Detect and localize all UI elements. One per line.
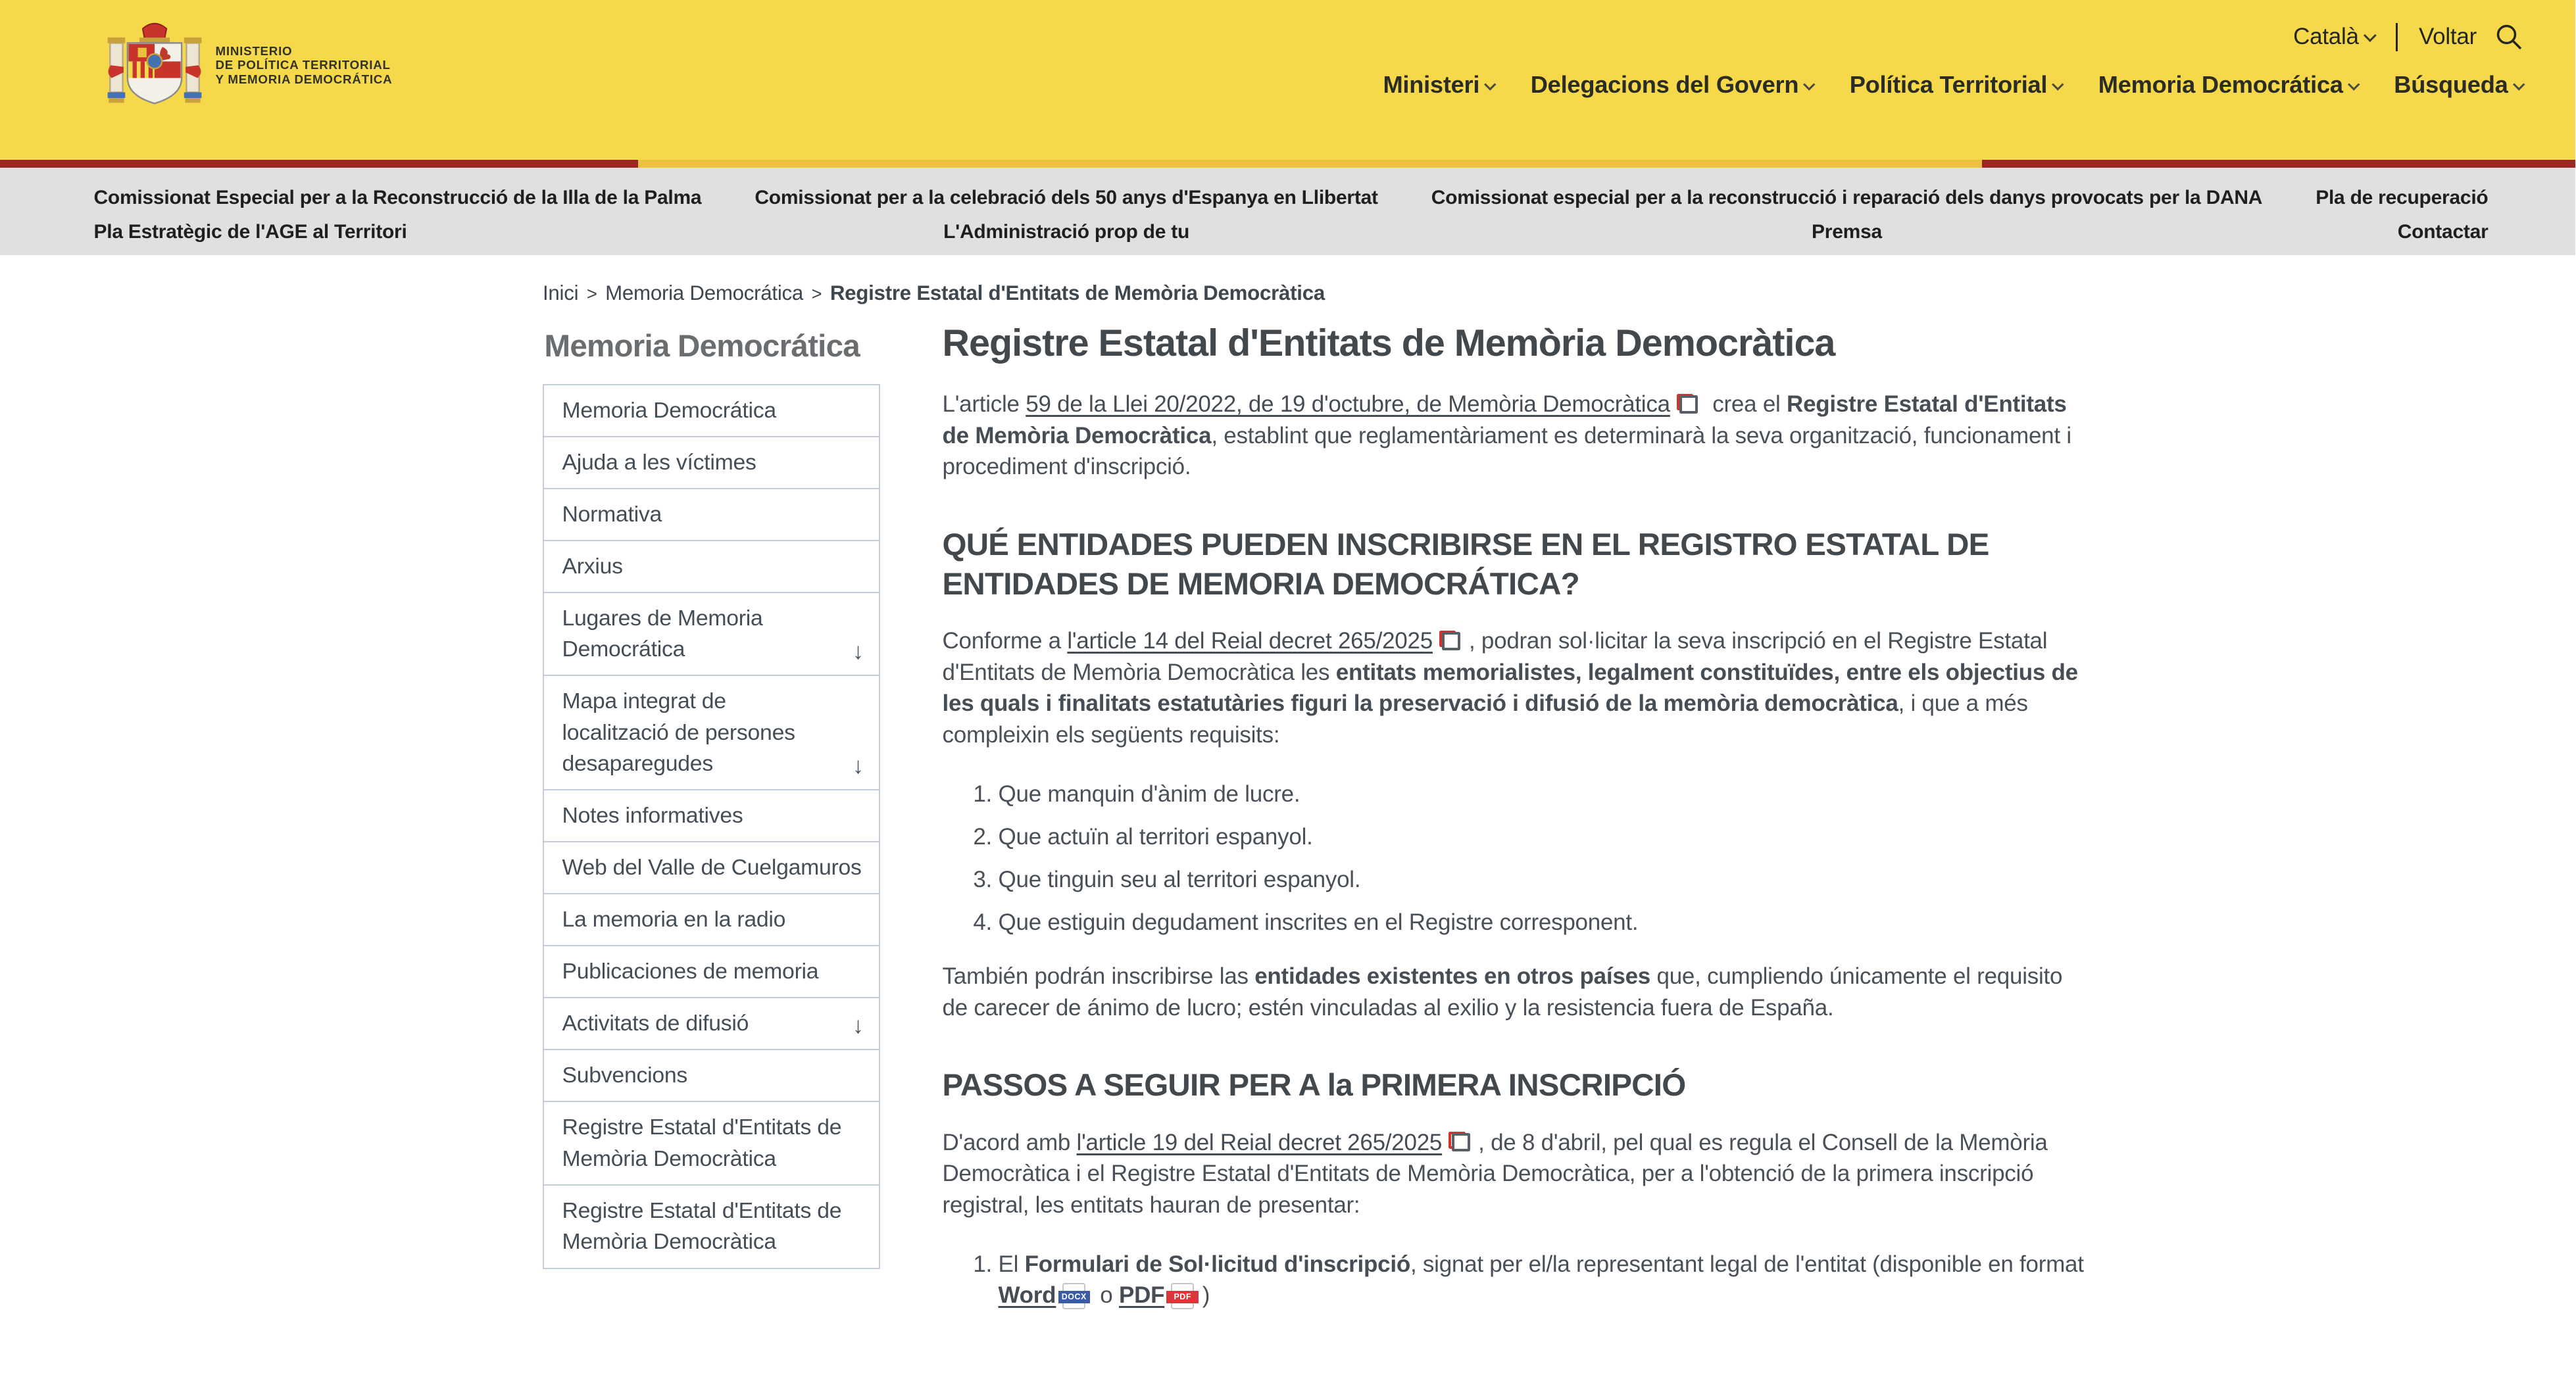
sidebar — [543, 318, 880, 1269]
language-label: Català — [2293, 24, 2359, 50]
chevron-down-icon — [2513, 78, 2525, 90]
sidebar-item-label: Activitats de difusió — [562, 1011, 749, 1036]
nav-item-memoria-democratica[interactable] — [2098, 71, 2358, 99]
docx-icon-label: DOCX — [1058, 1291, 1091, 1303]
quicklink-premsa[interactable]: Premsa — [1812, 221, 1882, 243]
chevron-down-icon — [2364, 29, 2376, 41]
ministry-logo[interactable] — [105, 18, 392, 112]
chevron-down-icon — [1804, 78, 1816, 90]
nav-item-label: Delegacions del Govern — [1530, 70, 1799, 98]
arrow-down-icon: ↓ — [852, 752, 864, 779]
steps-list — [943, 1249, 2089, 1311]
bold-text: entitats memorialistes, legalment constituïdes, entre els objectius de les quals i finalitats estatutàries figuri la preservació i difusió de la memòria democràtica — [942, 659, 2078, 716]
text-run: que, cumpliendo únicamente el requisito de carecer de ánimo de lucro; estén vinculadas al exilio y la resistencia fuera de España. — [942, 963, 2063, 1021]
sidebar-item-normativa[interactable] — [543, 488, 880, 542]
nav-item-ministeri[interactable] — [1383, 71, 1494, 99]
text-run: , i que a més compleixin els següents requisits: — [942, 690, 2028, 748]
nav-item-delegacions[interactable] — [1531, 71, 1814, 99]
quicklinks-column — [755, 183, 1377, 255]
external-link-icon[interactable] — [1439, 631, 1461, 650]
step-item — [999, 1249, 2089, 1311]
external-link-icon[interactable] — [1677, 394, 1698, 414]
nav-item-busqueda[interactable] — [2394, 71, 2523, 99]
text-run: También podrán inscribirse las — [942, 963, 1255, 989]
breadcrumb-memoria[interactable]: Memoria Democrática — [605, 281, 804, 304]
tricolor-strip — [0, 160, 2575, 168]
sidebar-item-ajuda-victimes[interactable] — [543, 436, 880, 490]
sidebar-item-label: Registre Estatal d'Entitats de Memòria Democràtica — [562, 1197, 842, 1254]
breadcrumb-separator: > — [586, 283, 597, 304]
nav-item-politica-territorial[interactable] — [1850, 71, 2062, 99]
search-icon[interactable] — [2495, 23, 2523, 51]
chevron-down-icon — [1485, 78, 1497, 90]
quicklink-pla-recuperacio[interactable]: Pla de recuperació — [2316, 186, 2489, 208]
section-heading-passos: PASSOS A SEGUIR PER A la PRIMERA INSCRIPCIÓ — [942, 1068, 1686, 1103]
section1-lead-paragraph — [943, 625, 2089, 750]
sidebar-item-registre-entitats-1[interactable] — [543, 1101, 880, 1186]
vertical-divider — [2396, 23, 2398, 51]
back-link[interactable]: Voltar — [2419, 24, 2477, 50]
quicklink-dana[interactable]: Comissionat especial per a la reconstrucció i reparació dels danys provocats per la DANA — [1431, 186, 2263, 208]
sidebar-item-notes-informatives[interactable] — [543, 789, 880, 843]
text-run: L'article — [942, 391, 1026, 417]
inline-link[interactable]: l'article 19 del Reial decret 265/2025 — [1076, 1129, 1443, 1155]
sidebar-item-label: Arxius — [562, 553, 623, 579]
requirements-list — [943, 779, 2089, 938]
text-run: crea el — [1706, 391, 1787, 417]
quicklinks-bar — [0, 168, 2575, 255]
sidebar-item-activitats-difusio[interactable] — [543, 997, 880, 1051]
quicklink-la-palma[interactable]: Comissionat Especial per a la Reconstrucció de la Illa de la Palma — [93, 186, 702, 208]
sidebar-item-label: Mapa integrat de localització de persones desaparegudes — [562, 688, 795, 776]
text-run: , establint que reglamentàriament es determinarà la seva organització, funcionament i procediment d'inscripció. — [942, 422, 2071, 479]
inline-link[interactable]: PDF — [1118, 1282, 1165, 1308]
nav-item-label: Ministeri — [1383, 70, 1480, 98]
sidebar-item-memoria-democratica[interactable] — [543, 384, 880, 438]
main-nav — [1383, 71, 2523, 99]
breadcrumb-inici[interactable]: Inici — [543, 281, 579, 304]
sidebar-item-registre-entitats-2[interactable] — [543, 1184, 880, 1269]
section2-lead-paragraph — [943, 1127, 2089, 1221]
bold-text: Registre Estatal d'Entitats de Memòria Democràtica — [942, 391, 2067, 448]
page-title: Registre Estatal d'Entitats de Memòria Democràtica — [942, 322, 1835, 364]
quicklink-administracio[interactable]: L'Administració prop de tu — [943, 221, 1190, 243]
inline-link[interactable]: Word — [998, 1282, 1056, 1308]
text-run: El — [998, 1251, 1025, 1277]
breadcrumb-current: Registre Estatal d'Entitats de Memòria Democràtica — [830, 281, 1325, 304]
content — [543, 318, 2089, 1400]
arrow-down-icon: ↓ — [852, 1012, 864, 1038]
sidebar-item-label: Notes informatives — [562, 803, 743, 828]
strip-red-segment — [0, 160, 638, 168]
utility-bar — [1383, 23, 2523, 51]
masthead — [0, 0, 2575, 160]
sidebar-item-memoria-radio[interactable] — [543, 893, 880, 947]
sidebar-menu — [543, 384, 880, 1269]
pdf-icon-label: PDF — [1166, 1291, 1199, 1303]
sidebar-item-label: Memoria Democrática — [562, 397, 776, 423]
sidebar-item-label: Lugares de Memoria Democrática — [562, 605, 763, 662]
ministry-name-line: Y MEMORIA DEMOCRÁTICA — [215, 72, 393, 86]
text-run: , de 8 d'abril, pel qual es regula el Consell de la Memòria Democràtica i el Registre Estatal d'Entitats de Memòria Democràtica, per a l'obtenció de la primera inscripció registral, les entitats hauran de presentar: — [942, 1129, 2048, 1218]
sidebar-item-valle-cuelgamuros[interactable] — [543, 841, 880, 895]
bold-text: entidades existentes en otros países — [1254, 963, 1650, 989]
requirement-item: 3. Que tinguin seu al territori espanyol. — [999, 864, 2089, 896]
ministry-name — [216, 44, 393, 87]
nav-item-label: Memoria Democrática — [2098, 70, 2343, 98]
inline-link[interactable]: l'article 14 del Reial decret 265/2025 — [1067, 628, 1433, 654]
sidebar-item-lugares[interactable] — [543, 592, 880, 677]
text-run: Conforme a — [942, 628, 1068, 654]
sidebar-item-mapa-integrat[interactable] — [543, 675, 880, 791]
sidebar-item-publicaciones[interactable] — [543, 945, 880, 999]
sidebar-item-label: Web del Valle de Cuelgamuros — [562, 855, 862, 880]
quicklink-pla-estrategic[interactable]: Pla Estratègic de l'AGE al Territori — [93, 221, 407, 243]
breadcrumb-separator: > — [811, 283, 822, 304]
requirement-item: 4. Que estiguin degudament inscrites en el Registre corresponent. — [999, 907, 2089, 938]
quicklinks-column — [1431, 183, 2262, 255]
sidebar-item-label: Normativa — [562, 501, 662, 527]
chevron-down-icon — [2348, 78, 2360, 90]
chevron-down-icon — [2052, 78, 2064, 90]
sidebar-item-label: Subvencions — [562, 1063, 688, 1088]
arrow-down-icon: ↓ — [852, 638, 864, 664]
text-run: D'acord amb — [942, 1129, 1077, 1155]
ministry-name-line: DE POLÍTICA TERRITORIAL — [215, 58, 391, 72]
text-run: , podran sol·licitar la seva inscripció en el Registre Estatal d'Entitats de Memòria Democràtica les — [942, 628, 2048, 685]
quicklinks-column — [2316, 183, 2488, 255]
ministry-name-line: MINISTERIO — [215, 43, 293, 58]
external-link-icon[interactable] — [1449, 1132, 1470, 1151]
strip-red-segment — [1982, 160, 2576, 168]
nav-item-label: Política Territorial — [1849, 70, 2048, 98]
sidebar-item-label: La memoria en la radio — [562, 907, 786, 932]
article — [943, 318, 2089, 1400]
sidebar-item-label: Registre Estatal d'Entitats de Memòria Democràtica — [562, 1115, 842, 1171]
quicklink-contactar[interactable]: Contactar — [2397, 221, 2489, 243]
bold-text: Formulari de Sol·licitud d'inscripció — [1024, 1251, 1410, 1277]
header-right — [1383, 23, 2523, 99]
sidebar-item-label: Ajuda a les víctimes — [562, 449, 756, 475]
quicklink-50-anys[interactable]: Comissionat per a la celebració dels 50 anys d'Espanya en Llibertat — [755, 186, 1378, 208]
sidebar-item-arxius[interactable] — [543, 540, 880, 594]
docx-icon[interactable] — [1062, 1283, 1085, 1309]
inline-link[interactable]: 59 de la Llei 20/2022, de 19 d'octubre, de Memòria Democràtica — [1026, 391, 1670, 417]
sidebar-item-label: Publicaciones de memoria — [562, 959, 819, 984]
strip-gold-segment — [638, 160, 1982, 168]
nav-item-label: Búsqueda — [2394, 70, 2508, 98]
intro-paragraph — [943, 389, 2089, 483]
spain-coat-of-arms-icon — [105, 18, 204, 112]
sidebar-item-subvencions[interactable] — [543, 1049, 880, 1103]
section-heading-entidades: QUÉ ENTIDADES PUEDEN INSCRIBIRSE EN EL REGISTRO ESTATAL DE ENTIDADES DE MEMORIA DEMOCRÁTICA? — [942, 527, 1989, 602]
pdf-icon[interactable] — [1171, 1283, 1194, 1309]
quicklinks-column — [94, 183, 702, 255]
text-run: o — [1093, 1282, 1119, 1308]
text-run: ) — [1202, 1282, 1210, 1308]
section1-note-paragraph — [943, 961, 2089, 1023]
text-run: , signat per el/la representant legal de l'entitat (disponible en format — [1410, 1251, 2084, 1277]
breadcrumb — [543, 281, 2089, 305]
requirement-item: 1. Que manquin d'ànim de lucre. — [999, 779, 2089, 810]
requirement-item: 2. Que actuïn al territori espanyol. — [999, 821, 2089, 853]
sidebar-title: Memoria Democrática — [544, 328, 860, 364]
language-selector[interactable] — [2293, 24, 2374, 50]
